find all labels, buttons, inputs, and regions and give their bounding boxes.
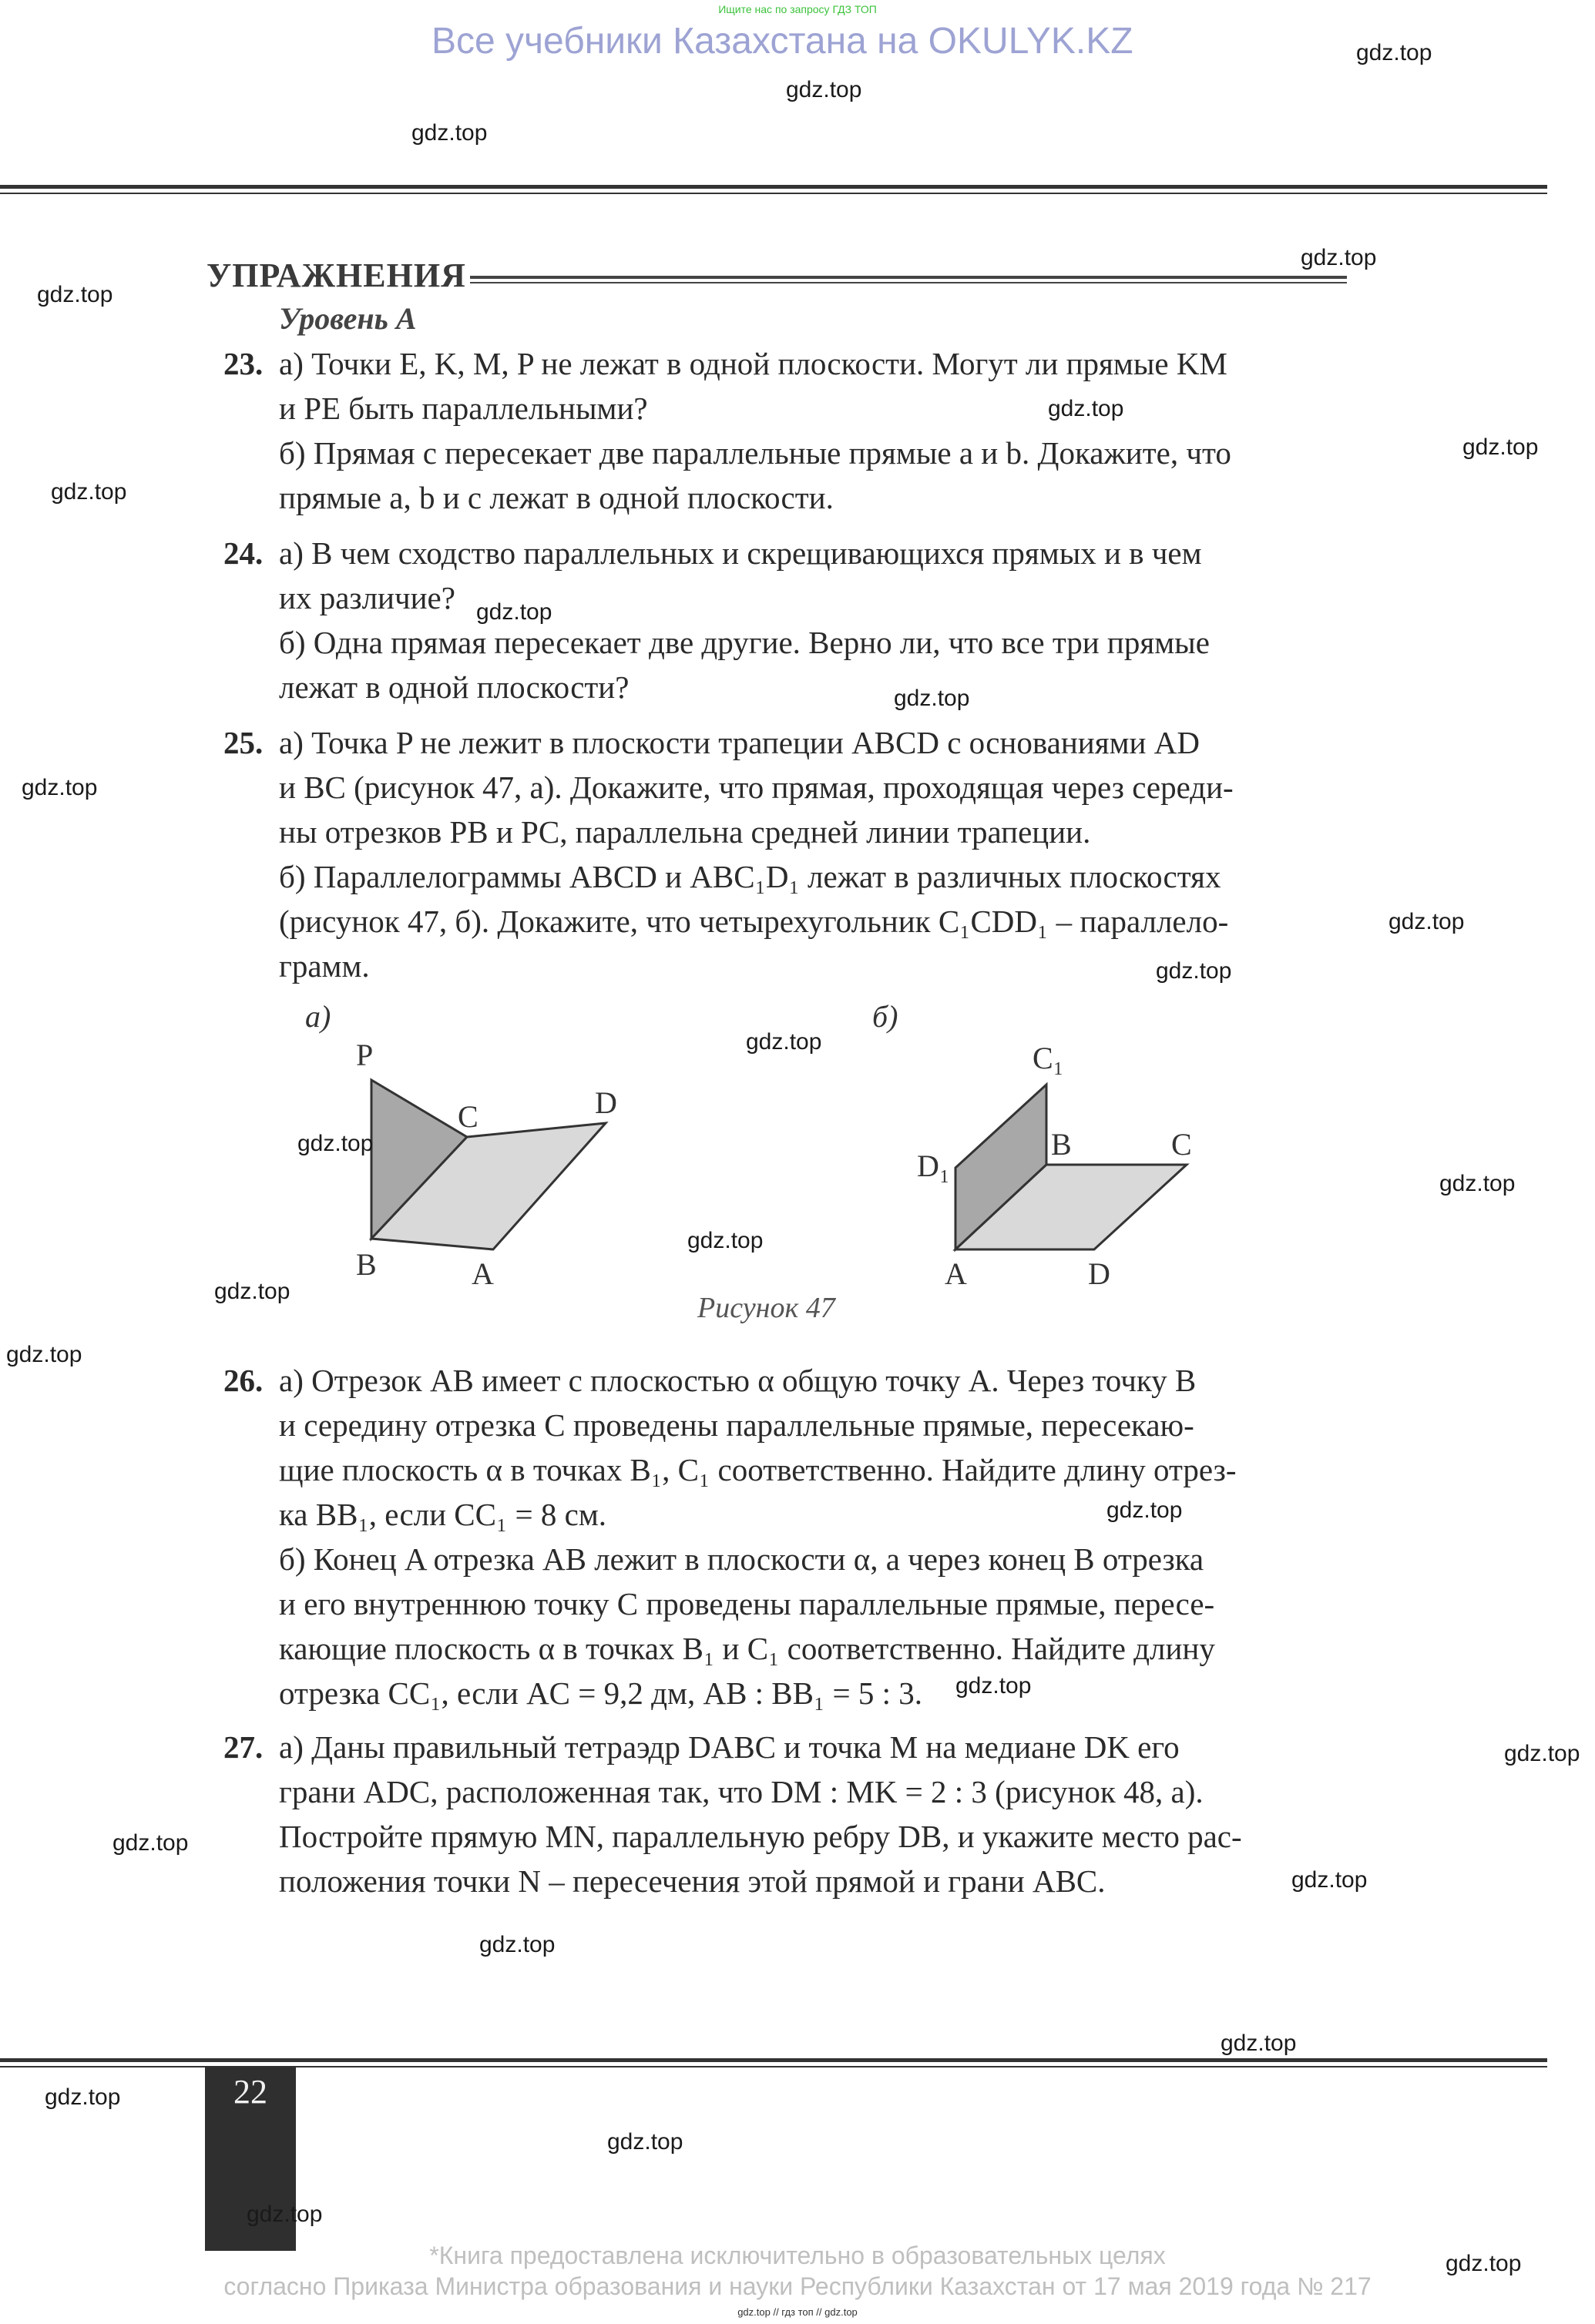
watermark-text: gdz.top [37, 282, 113, 307]
watermark-text: gdz.top [955, 1673, 1032, 1699]
point-label-b: B [356, 1247, 377, 1282]
watermark-text: gdz.top [894, 686, 970, 711]
exercise-line: и PE быть параллельными? [279, 391, 648, 426]
exercise-line: а) Точки E, K, M, P не лежат в одной плоскости. Могут ли прямые KM [279, 346, 1227, 381]
watermark-text: gdz.top [112, 1830, 189, 1856]
watermark-text: gdz.top [1446, 2251, 1522, 2276]
watermark-text: gdz.top [247, 2202, 323, 2227]
exercise-line: отрезка CC₁, если AC = 9,2 дм, AB : BB₁ = 5 : 3. [279, 1675, 923, 1711]
watermark-text: gdz.top [1462, 434, 1539, 460]
exercise-line: их различие? [279, 580, 455, 615]
exercise-number: 23. [223, 346, 264, 381]
point-label-a: A [945, 1256, 967, 1291]
exercise-line: грамм. [279, 948, 370, 984]
exercise-line: щие плоскость α в точках B₁, C₁ соответственно. Найдите длину отрез- [279, 1452, 1237, 1487]
exercise-line: грани ADC, расположенная так, что DM : MK = 2 : 3 (рисунок 48, а). [279, 1774, 1204, 1809]
exercise-line: прямые a, b и c лежат в одной плоскости. [279, 480, 834, 515]
watermark-text: gdz.top [411, 120, 488, 146]
point-label-d1: D₁ [917, 1149, 950, 1183]
watermark-text: gdz.top [214, 1279, 290, 1304]
exercise-number: 24. [223, 535, 264, 571]
watermark-text: gdz.top [746, 1029, 822, 1055]
exercise-line: а) Отрезок AB имеет с плоскостью α общую точку A. Через точку B [279, 1363, 1197, 1398]
figure-panel-b-label: б) [872, 999, 898, 1034]
watermark-text: gdz.top [1301, 245, 1377, 270]
point-label-a: A [472, 1256, 494, 1291]
point-label-d: D [595, 1085, 617, 1120]
watermark-text: gdz.top [786, 77, 862, 102]
watermark-text: gdz.top [479, 1932, 556, 1957]
section-title: УПРАЖНЕНИЯ [207, 257, 466, 294]
watermark-text: gdz.top [1221, 2031, 1297, 2056]
page-number: 22 [233, 2073, 267, 2111]
exercise-line: лежат в одной плоскости? [279, 669, 630, 705]
watermark-text: gdz.top [1156, 958, 1232, 984]
exercise-number: 25. [223, 725, 264, 760]
exercise-number: 27. [223, 1729, 264, 1765]
point-label-b: B [1051, 1127, 1072, 1162]
exercise-line: Постройте прямую MN, параллельную ребру DB, и укажите место рас- [279, 1819, 1242, 1854]
exercise-line: б) Одна прямая пересекает две другие. Верно ли, что все три прямые [279, 625, 1210, 660]
watermark-text: gdz.top [22, 775, 98, 800]
exercise-line: и середину отрезка C проведены параллельные прямые, пересекаю- [279, 1407, 1194, 1443]
exercise-line: б) Конец A отрезка AB лежит в плоскости α, а через конец B отрезка [279, 1541, 1204, 1577]
exercise-line: а) В чем сходство параллельных и скрещивающихся прямых и в чем [279, 535, 1202, 571]
watermark-text: gdz.top [6, 1342, 82, 1367]
site-title[interactable]: Все учебники Казахстана на OKULYK.KZ [431, 21, 1133, 62]
exercise-line: ны отрезков PB и PC, параллельна средней линии трапеции. [279, 814, 1091, 850]
exercise-line: положения точки N – пересечения этой прямой и грани ABC. [279, 1863, 1106, 1899]
watermark-text: gdz.top [1291, 1867, 1368, 1893]
exercise-line: а) Точка P не лежит в плоскости трапеции ABCD с основаниями AD [279, 725, 1200, 760]
exercise-line: б) Прямая c пересекает две параллельные прямые a и b. Докажите, что [279, 435, 1231, 471]
point-label-d: D [1088, 1256, 1110, 1291]
watermark-text: gdz.top [1048, 396, 1124, 421]
point-label-c: C [458, 1099, 478, 1134]
watermark-text: gdz.top [45, 2084, 121, 2110]
exercise-line: и BC (рисунок 47, а). Докажите, что прямая, проходящая через середи- [279, 770, 1234, 805]
watermark-text: gdz.top [1439, 1171, 1516, 1196]
watermark-text: gdz.top [607, 2129, 683, 2155]
watermark-text: gdz.top [476, 599, 552, 625]
watermark-text: gdz.top [51, 479, 127, 505]
search-hint: Ищите нас по запросу ГДЗ ТОП [718, 3, 877, 15]
point-label-p: P [356, 1038, 374, 1072]
point-label-c1: C₁ [1033, 1041, 1064, 1075]
exercise-line: а) Даны правильный тетраэдр DABC и точка M на медиане DK его [279, 1729, 1180, 1765]
figure-caption: Рисунок 47 [697, 1292, 835, 1324]
footer-line-1: *Книга предоставлена исключительно в образовательных целях [429, 2242, 1166, 2269]
watermark-text: gdz.top [1504, 1741, 1580, 1766]
watermark-text: gdz.top [1106, 1497, 1183, 1523]
exercise-number: 26. [223, 1363, 264, 1398]
footer-line-2: согласно Приказа Министра образования и науки Республики Казахстан от 17 мая 2019 года № 217 [223, 2272, 1372, 2300]
footer-small-links[interactable]: gdz.top // гдз топ // gdz.top [737, 2306, 858, 2318]
watermark-text: gdz.top [687, 1228, 764, 1253]
exercise-line: б) Параллелограммы ABCD и ABC₁D₁ лежат в различных плоскостях [279, 859, 1221, 894]
point-label-c: C [1171, 1127, 1192, 1162]
watermark-text: gdz.top [1388, 909, 1465, 934]
watermark-text: gdz.top [1356, 40, 1432, 65]
level-heading: Уровень A [279, 301, 417, 336]
bottom-rule [0, 2058, 1547, 2062]
exercise-line: кающие плоскость α в точках B₁ и C₁ соответственно. Найдите длину [279, 1631, 1215, 1666]
figure-panel-a-label: а) [305, 999, 331, 1034]
watermark-text: gdz.top [297, 1131, 374, 1156]
exercise-line: ка BB₁, если CC₁ = 8 см. [279, 1497, 607, 1532]
exercise-line: (рисунок 47, б). Докажите, что четырехугольник C₁CDD₁ – параллело- [279, 904, 1229, 939]
exercise-line: и его внутреннюю точку C проведены параллельные прямые, пересе- [279, 1586, 1215, 1621]
